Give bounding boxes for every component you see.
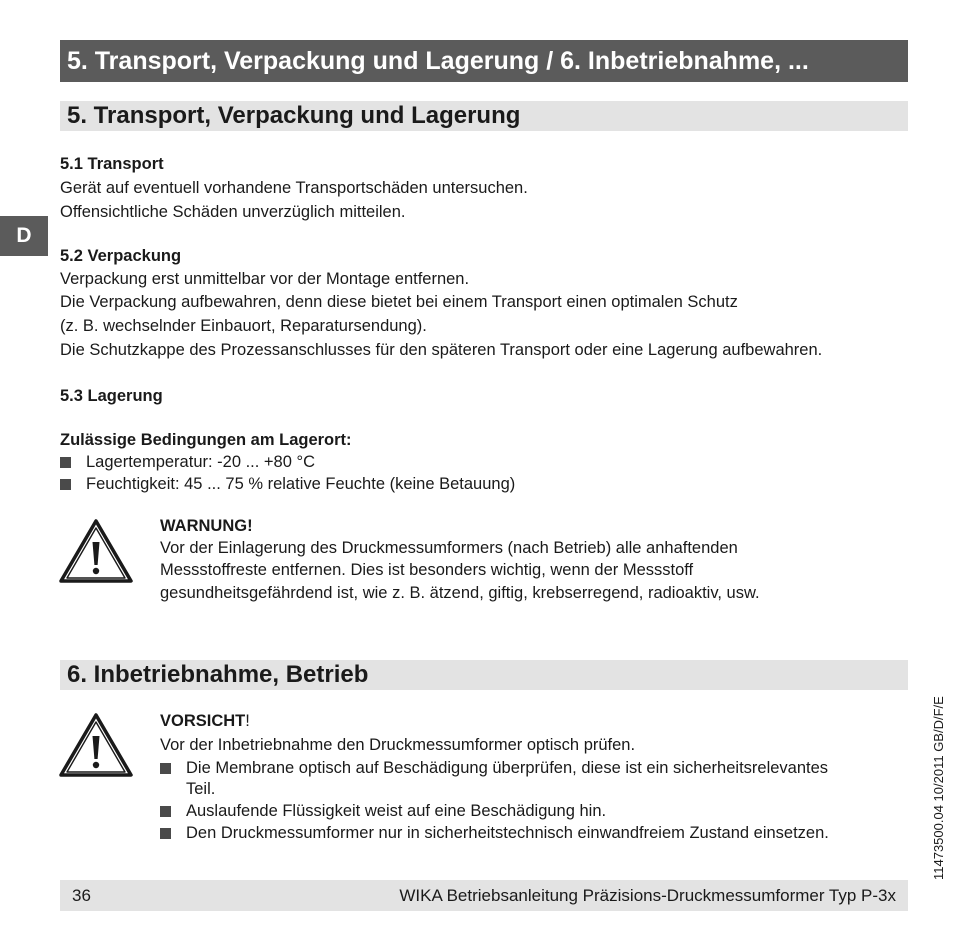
packaging-line-1: Verpackung erst unmittelbar vor der Montage entfernen.: [60, 270, 470, 288]
bullet-square-icon: [160, 806, 171, 817]
caution-bullet-1-cont: Teil.: [186, 780, 216, 798]
warning-triangle-icon: [59, 712, 133, 778]
footer-text: WIKA Betriebsanleitung Präzisions-Druckmessumformer Typ P-3x: [399, 886, 896, 905]
page-title: 5. Transport, Verpackung und Lagerung / 6. Inbetriebnahme, ...: [60, 40, 908, 82]
warning-line-1: Vor der Einlagerung des Druckmessumformers (nach Betrieb) alle anhaftenden: [160, 539, 738, 557]
warning-triangle-icon: [59, 518, 133, 584]
caution-title-suffix: !: [245, 712, 250, 730]
page-number: 36: [72, 886, 91, 905]
storage-heading: 5.3 Lagerung: [60, 387, 163, 405]
list-item: [160, 757, 905, 779]
language-tab: D: [0, 216, 48, 256]
caution-bullet-3: Den Druckmessumformer nur in sicherheitstechnisch einwandfreiem Zustand einsetzen.: [186, 824, 829, 842]
bullet-square-icon: [60, 457, 71, 468]
storage-conditions-heading: Zulässige Bedingungen am Lagerort:: [60, 431, 352, 449]
list-item: [60, 451, 660, 473]
list-item: [160, 822, 905, 844]
caution-title: VORSICHT: [160, 712, 246, 730]
caution-title-line: [160, 710, 250, 733]
transport-line-1: Gerät auf eventuell vorhandene Transportschäden untersuchen.: [60, 179, 528, 197]
packaging-line-3: (z. B. wechselnder Einbauort, Reparatursendung).: [60, 317, 427, 335]
bullet-square-icon: [60, 479, 71, 490]
footer: [60, 880, 908, 911]
document-code: 11473500.04 10/2011 GB/D/F/E: [931, 696, 946, 880]
transport-heading: 5.1 Transport: [60, 155, 164, 173]
section-5-heading: 5. Transport, Verpackung und Lagerung: [60, 101, 908, 131]
warning-line-2: Messstoffreste entfernen. Dies ist besonders wichtig, wenn der Messstoff: [160, 561, 694, 579]
caution-bullet-2: Auslaufende Flüssigkeit weist auf eine Beschädigung hin.: [186, 802, 607, 820]
caution-intro: Vor der Inbetriebnahme den Druckmessumformer optisch prüfen.: [160, 736, 636, 754]
bullet-square-icon: [160, 763, 171, 774]
list-item: [160, 800, 905, 822]
bullet-square-icon: [160, 828, 171, 839]
section-6-heading: 6. Inbetriebnahme, Betrieb: [60, 660, 908, 690]
packaging-line-4: Die Schutzkappe des Prozessanschlusses für den späteren Transport oder eine Lagerung aufbewahren.: [60, 341, 823, 359]
warning-line-3: gesundheitsgefährdend ist, wie z. B. ätzend, giftig, krebserregend, radioaktiv, usw.: [160, 584, 760, 602]
packaging-heading: 5.2 Verpackung: [60, 247, 182, 265]
packaging-line-2: Die Verpackung aufbewahren, denn diese bietet bei einem Transport einen optimalen Schutz: [60, 293, 738, 311]
list-item-continuation: [160, 778, 905, 800]
storage-temperature: Lagertemperatur: -20 ... +80 °C: [86, 453, 316, 471]
warning-title: WARNUNG!: [160, 517, 253, 535]
list-item: [60, 473, 660, 495]
transport-line-2: Offensichtliche Schäden unverzüglich mitteilen.: [60, 203, 406, 221]
storage-humidity: Feuchtigkeit: 45 ... 75 % relative Feuchte (keine Betauung): [86, 475, 516, 493]
caution-bullet-1: Die Membrane optisch auf Beschädigung überprüfen, diese ist ein sicherheitsrelevantes: [186, 759, 829, 777]
